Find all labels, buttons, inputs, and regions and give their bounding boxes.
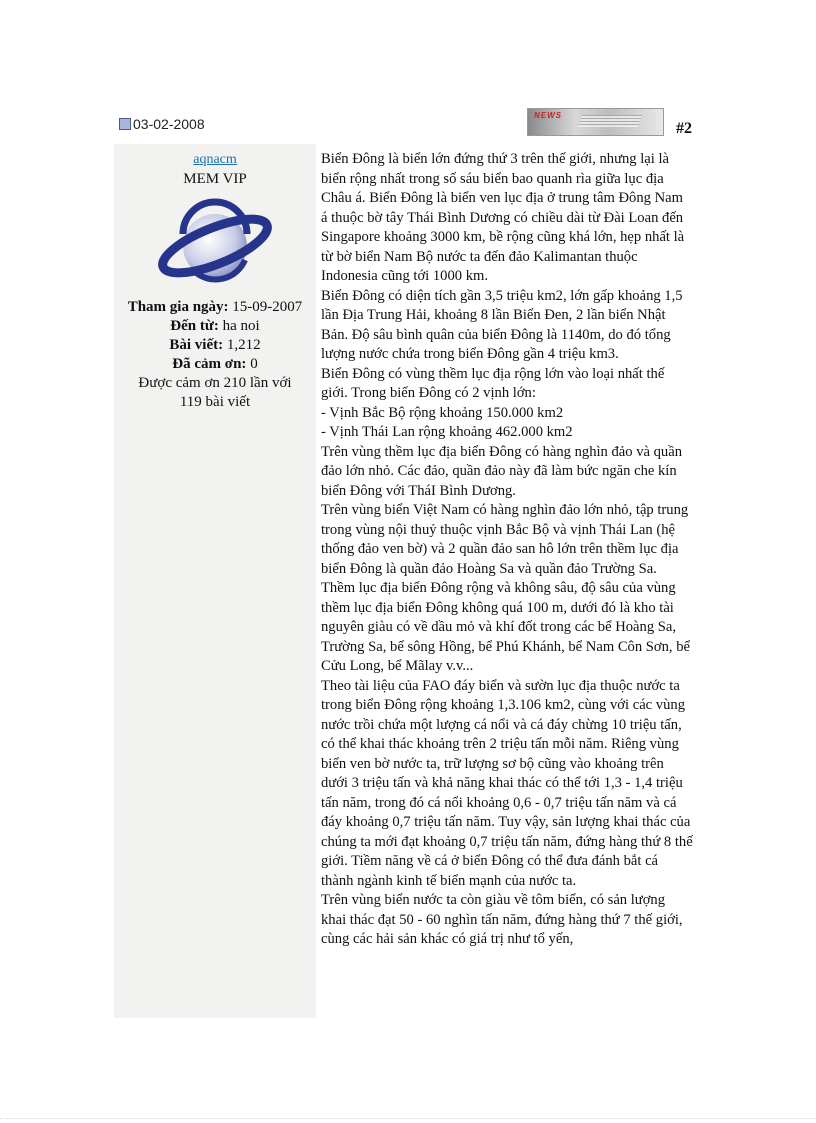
newspaper-icon [578,115,642,127]
message-paragraph: Trên vùng thềm lục địa biển Đông có hàng nghìn đảo và quần đảo lớn nhỏ. Các đảo, quần đảo này đã làm bức ngăn che kín biển Đông với TháI Bình Dương. [321,443,682,499]
page-divider [0,1118,816,1120]
message-paragraph: Trên vùng biển nước ta còn giàu về tôm biển, có sản lượng khai thác đạt 50 - 60 nghìn tấn năm, đứng hàng thứ 7 thế giới, cùng các hải sản khác có giá trị như tổ yến, [321,892,683,947]
post-date: 03-02-2008 [133,116,205,132]
post-status-icon [119,118,131,130]
thanked-value: 0 [250,356,258,372]
post-header [114,110,704,144]
thanked-label: Đã cảm ơn: [172,356,247,372]
from-label: Đến từ: [170,318,219,334]
post-date-wrap [119,116,205,132]
thanked-row [114,355,316,374]
thanks-received-line1: Được cảm ơn 210 lần với [138,375,292,391]
posts-label: Bài viết: [169,337,224,353]
thanks-received-line2: 119 bài viết [179,394,251,410]
message-paragraph: - Vịnh Bắc Bộ rộng khoảng 150.000 km2 [321,404,564,421]
message-paragraph: Biển Đông có diện tích gần 3,5 triệu km2, lớn gấp khoảng 1,5 lần Địa Trung Hải, khoảng 8 lần Biển Đen, 2 lần biển Nhật Bản. Độ sâu bình quân của biển Đông là 1140m, do đó tổng lượng nước chứa trong biển Đông gần 4 triệu km3. [321,287,683,362]
user-stats [114,298,316,412]
message-paragraph: Theo tài liệu của FAO đáy biển và sườn lục địa thuộc nước ta trong biển Đông rộng khoảng 1,3.106 km2, cùng với các vùng nước trồi chứa một lượng cá nổi và cá đáy chừng 10 triệu tấn, có thể khai thác khoảng trên 2 triệu tấn mỗi năm. Riêng vùng biển ven bờ nước ta, trữ lượng sơ bộ cũng vào khoảng trên dưới 3 triệu tấn và khả năng khai thác có thể tới 1,3 - 1,4 triệu tấn năm, trong đó cá nổi khoảng 0,6 - 0,7 triệu tấn năm và cá đáy khoảng 0,7 triệu tấn năm. Tuy vậy, sản lượng khai thác của chúng ta mới đạt khoảng 0,7 triệu tấn năm, đứng hàng thứ 8 thế giới. Tiềm năng về cá ở biển Đông có thể đưa đánh bắt cá thành ngành kinh tế biển mạnh của nước ta. [321,677,693,889]
posts-row [114,336,316,355]
joined-row [114,298,316,317]
post-number-link[interactable]: #2 [676,120,692,137]
news-tag-icon: NEWS [534,111,562,120]
user-info-panel [114,144,316,1018]
joined-label: Tham gia ngày: [127,299,229,315]
planet-ring-avatar-icon [155,194,275,294]
news-banner-icon [527,108,664,136]
message-paragraph: Biển Đông là biển lớn đứng thứ 3 trên thế giới, nhưng lại là biển rộng nhất trong số sáu biển bao quanh rìa giữa lục địa Châu á. Biển Đông là biển ven lục địa ở trung tâm Đông Nam á thuộc bờ tây Thái Bình Dương có chiều dài từ Đài Loan đến Singapore khoảng 3000 km, bề rộng cũng khá lớn, hẹp nhất là từ bờ biển Nam Bộ nước ta đến đảo Kalimantan thuộc Indonesia cũng tới 1000 km. [321,151,685,284]
message-paragraph: Biển Đông có vùng thềm lục địa rộng lớn vào loại nhất thế giới. Trong biển Đông có 2 vịnh lớn: [321,365,665,401]
posts-value: 1,212 [226,337,261,353]
post-message [321,150,693,950]
username-link[interactable]: aqnacm [193,152,237,167]
user-title: MEM VIP [183,171,247,187]
joined-value: 15-09-2007 [232,299,303,315]
from-value: ha noi [222,318,260,334]
from-row [114,317,316,336]
message-paragraph: Trên vùng biển Việt Nam có hàng nghìn đảo lớn nhỏ, tập trung trong vùng nội thuỷ thuộc vịnh Bắc Bộ và vịnh Thái Lan (hệ thống đảo ven bờ) và 2 quần đảo san hô lớn trên thềm lục địa biển Đông là quần đảo Hoàng Sa và quần đảo Trường Sa. Thềm lục địa biển Đông rộng và không sâu, độ sâu của vùng thềm lục địa biển Đông không quá 100 m, dưới đó là kho tài nguyên giàu có về dầu mỏ và khí đốt trong các bể Hoàng Sa, Trường Sa, bể sông Hồng, bể Phú Khánh, bể Nam Côn Sơn, bể Cửu Long, bể Mãlay v.v... [321,502,690,674]
message-paragraph: - Vịnh Thái Lan rộng khoảng 462.000 km2 [321,424,573,440]
